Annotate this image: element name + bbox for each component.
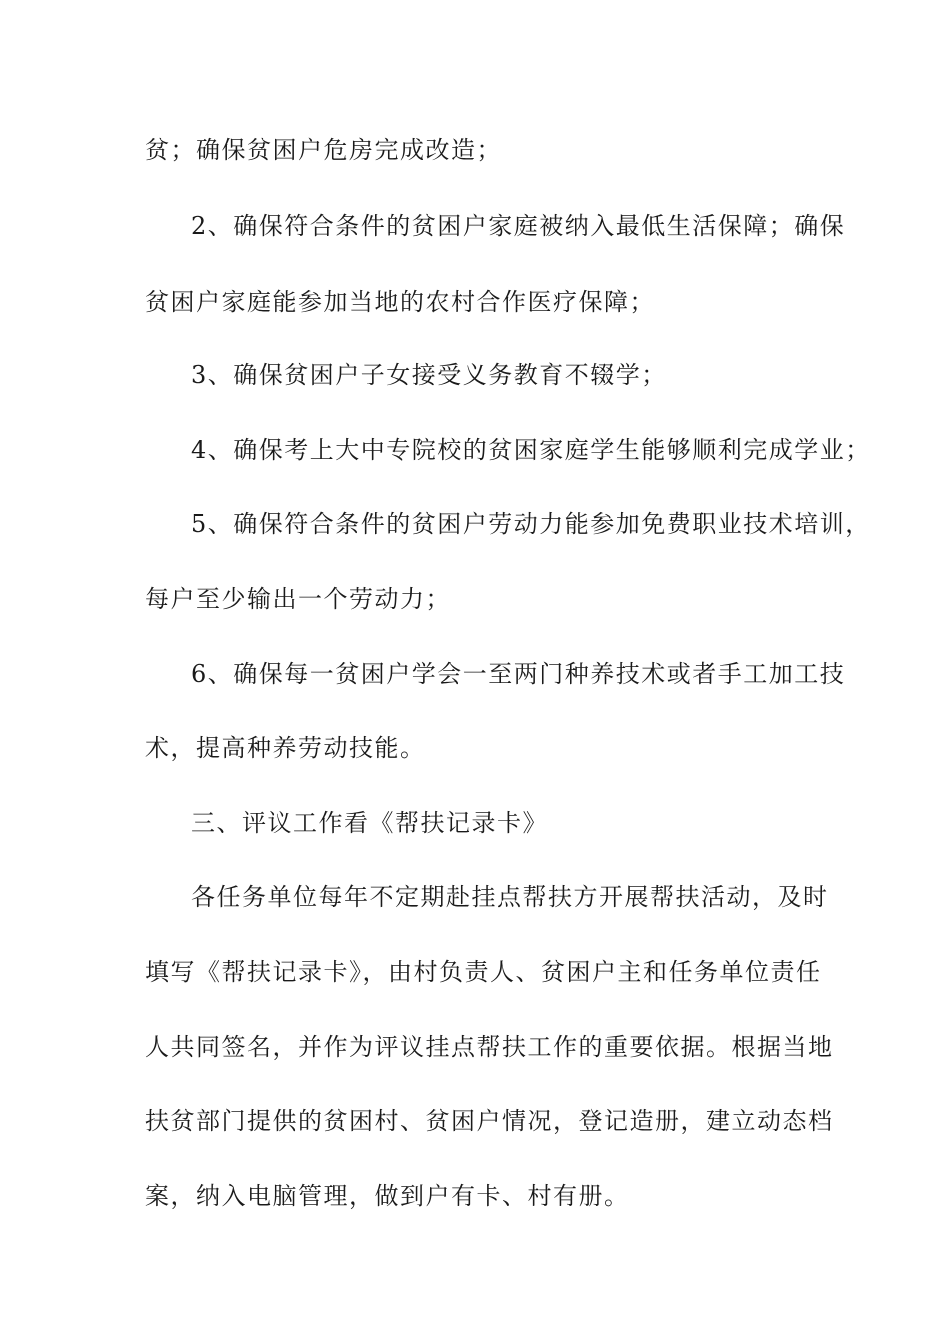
section-heading: 三、评议工作看《帮扶记录卡》 bbox=[191, 809, 548, 837]
text-line: 各任务单位每年不定期赴挂点帮扶方开展帮扶活动，及时 bbox=[191, 883, 829, 911]
text-line: 填写《帮扶记录卡》，由村负责人、贫困户主和任务单位责任 bbox=[145, 958, 822, 986]
text-line: 贫困户家庭能参加当地的农村合作医疗保障； bbox=[145, 288, 655, 316]
text-line: 每户至少输出一个劳动力； bbox=[145, 585, 451, 613]
text-line: 6、确保每一贫困户学会一至两门种养技术或者手工加工技 bbox=[191, 660, 846, 688]
text-line: 2、确保符合条件的贫困户家庭被纳入最低生活保障；确保 bbox=[191, 212, 846, 240]
text-line: 案，纳入电脑管理，做到户有卡、村有册。 bbox=[145, 1182, 630, 1210]
text-line: 5、确保符合条件的贫困户劳动力能参加免费职业技术培训， bbox=[191, 510, 871, 538]
text-line: 术，提高种养劳动技能。 bbox=[145, 734, 426, 762]
text-line: 4、确保考上大中专院校的贫困家庭学生能够顺利完成学业； bbox=[191, 436, 871, 464]
text-line: 扶贫部门提供的贫困村、贫困户情况，登记造册，建立动态档 bbox=[145, 1107, 834, 1135]
text-line: 贫；确保贫困户危房完成改造； bbox=[145, 136, 502, 164]
text-line: 3、确保贫困户子女接受义务教育不辍学； bbox=[191, 361, 667, 389]
text-line: 人共同签名，并作为评议挂点帮扶工作的重要依据。根据当地 bbox=[145, 1033, 834, 1061]
